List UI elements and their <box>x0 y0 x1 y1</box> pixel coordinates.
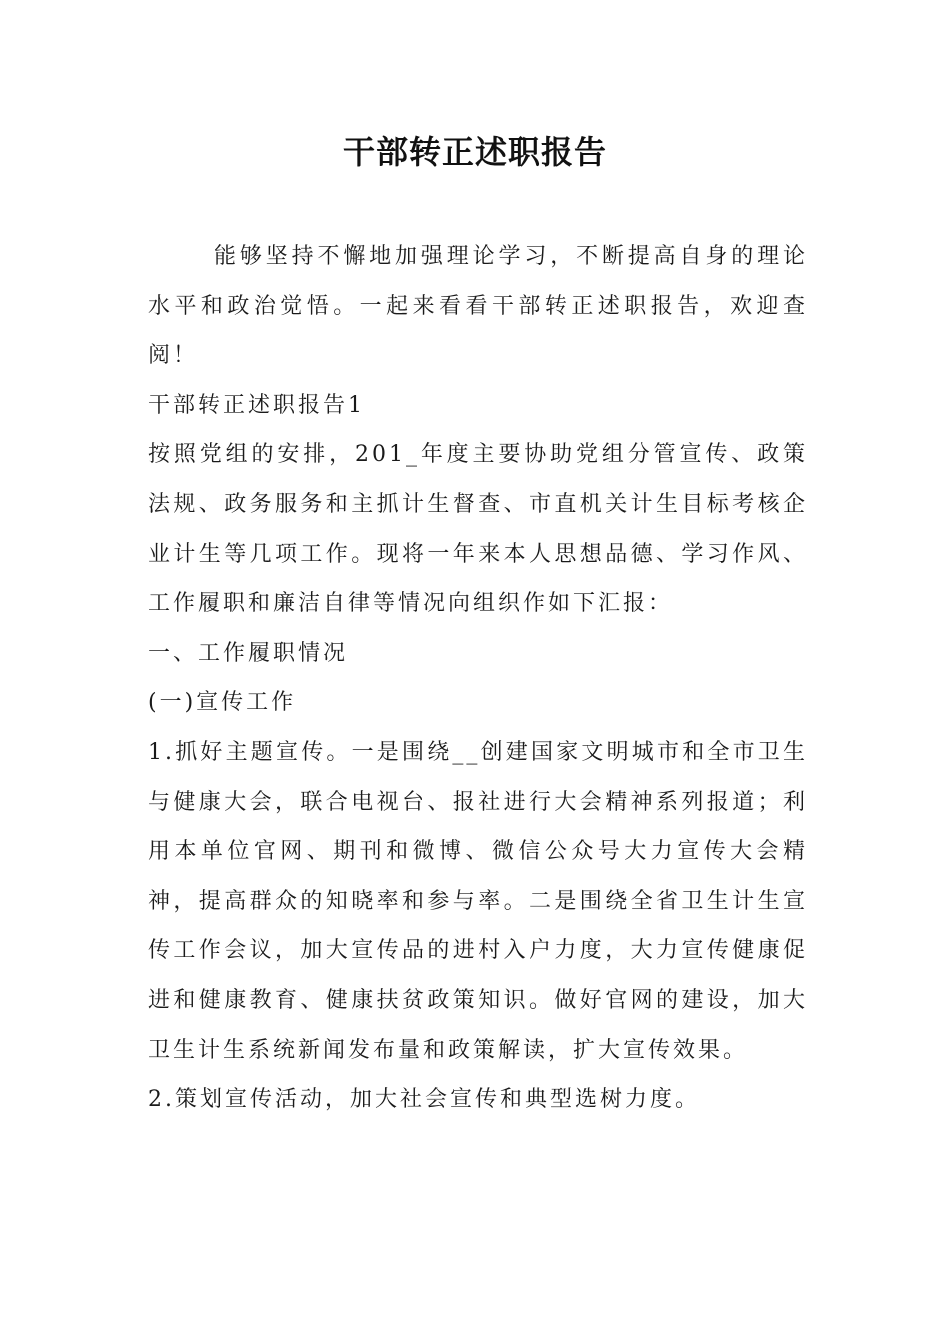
subsection-heading: (一)宣传工作 <box>148 690 297 716</box>
document-body <box>148 232 808 1125</box>
body-paragraph: 按照党组的安排，201_年度主要协助党组分管宣传、政策法规、政务服务和主抓计生督查、市直机关计生目标考核企业计生等几项工作。现将一年来本人思想品德、学习作风、工作履职和廉洁自律等情况向组织作如下汇报： <box>148 442 808 617</box>
report-subtitle: 干部转正述职报告1 <box>148 392 365 418</box>
section-heading: 一、工作履职情况 <box>148 640 349 666</box>
body-paragraph: 1.抓好主题宣传。一是围绕__创建国家文明城市和全市卫生与健康大会，联合电视台、报社进行大会精神系列报道；利用本单位官网、期刊和微博、微信公众号大力宣传大会精神，提高群众的知晓率和参与率。二是围绕全省卫生计生宣传工作会议，加大宣传品的进村入户力度，大力宣传健康促进和健康教育、健康扶贫政策知识。做好官网的建设，加大卫生计生系统新闻发布量和政策解读，扩大宣传效果。 <box>148 739 808 1063</box>
intro-paragraph: 能够坚持不懈地加强理论学习，不断提高自身的理论水平和政治觉悟。一起来看看干部转正述职报告，欢迎查阅！ <box>148 244 808 369</box>
document-title: 干部转正述职报告 <box>342 133 607 171</box>
body-paragraph: 2.策划宣传活动，加大社会宣传和典型选树力度。 <box>148 1087 700 1113</box>
